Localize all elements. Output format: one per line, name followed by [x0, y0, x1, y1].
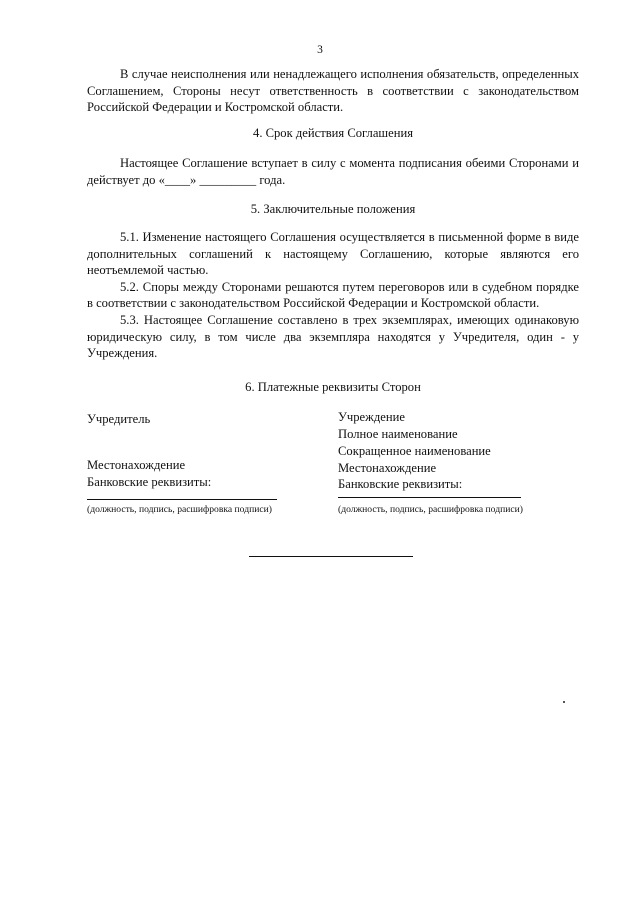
scan-speck [563, 701, 565, 703]
clause-5-3: 5.3. Настоящее Соглашение составлено в трех экземплярах, имеющих одинаковую юридическую силу, в том числе два экземпляра находятся у Учредителя, один - у Учреждения. [87, 312, 579, 361]
institution-details [338, 443, 491, 493]
liability-clause [87, 66, 579, 116]
institution-signature-line [338, 497, 521, 498]
clause-5-2: 5.2. Споры между Сторонами решаются путем переговоров или в судебном порядке в соответствии с законодательством Российской Федерации и Костромской области. [87, 279, 579, 311]
section-5-heading: 5. Заключительные положения [250, 202, 416, 216]
page-number: 3 [317, 44, 323, 56]
founder-signature-caption: (должность, подпись, расшифровка подписи) [87, 504, 272, 515]
founder-title: Учредитель [87, 412, 151, 426]
section-4-heading: 4. Срок действия Соглашения [253, 126, 413, 140]
clause-5-1: 5.1. Изменение настоящего Соглашения осуществляется в письменной форме в виде дополнительных соглашений к настоящему Соглашению, которые являются его неотъемлемой частью. [87, 230, 579, 278]
institution-full-name-label: Полное наименование [338, 426, 458, 441]
term-paragraph: Настоящее Соглашение вступает в силу с момента подписания обеими Сторонами и действует до «____» _________ года. [87, 156, 579, 187]
institution-title: Учреждение [338, 410, 405, 424]
liability-paragraph: В случае неисполнения или ненадлежащего исполнения обязательств, определенных Соглашением, Стороны несут ответственность в соответствии с законодательством Российской Федерации и Костромской области. [87, 67, 579, 115]
section-4-body [87, 155, 579, 188]
institution-bank-label: Банковские реквизиты: [338, 477, 463, 492]
institution-requisites [338, 409, 458, 442]
section-6-heading: 6. Платежные реквизиты Сторон [245, 380, 421, 394]
founder-requisites [87, 411, 150, 428]
section-5-body [87, 229, 579, 362]
founder-details [87, 457, 211, 490]
institution-location-label: Местонахождение [338, 460, 437, 475]
institution-short-name-label: Сокращенное наименование [338, 444, 491, 458]
end-of-document-line [249, 556, 413, 557]
founder-location-label: Местонахождение [87, 458, 186, 472]
founder-bank-label: Банковские реквизиты: [87, 474, 212, 489]
founder-signature-line [87, 499, 277, 500]
institution-signature-caption: (должность, подпись, расшифровка подписи) [338, 504, 523, 515]
